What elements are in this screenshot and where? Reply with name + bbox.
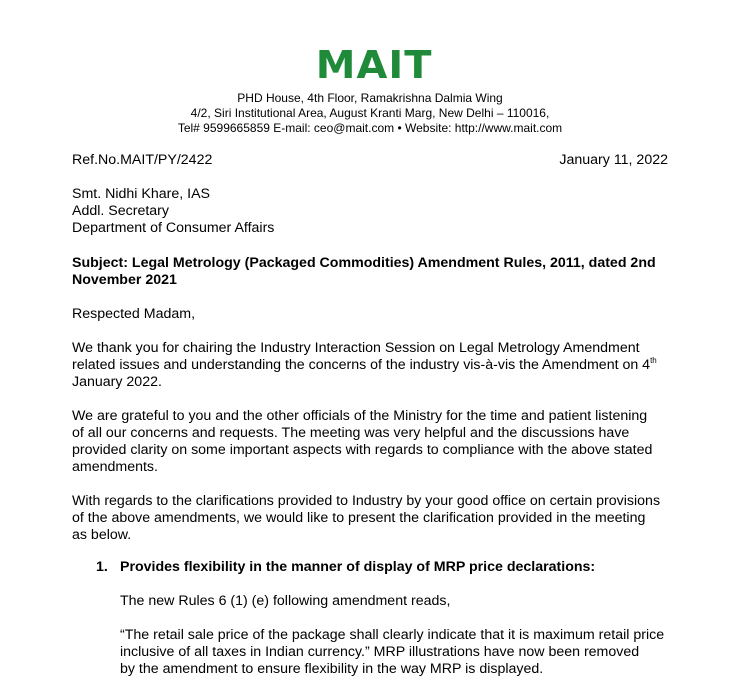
address-line-1: PHD House, 4th Floor, Ramakrishna Dalmia Wing bbox=[237, 91, 503, 105]
mait-logo bbox=[315, 43, 433, 87]
para2-line4: amendments. bbox=[72, 459, 158, 475]
para1-line2-sup: th bbox=[650, 356, 657, 365]
para3-line1: With regards to the clarifications provided to Industry by your good office on certain provisions bbox=[72, 493, 661, 509]
recipient-name: Smt. Nidhi Khare, IAS bbox=[72, 186, 210, 202]
logo-text: MAIT bbox=[315, 43, 433, 87]
recipient-title: Addl. Secretary bbox=[72, 203, 169, 219]
para3-line2: of the above amendments, we would like to present the clarification provided in the meeting bbox=[72, 510, 646, 526]
para2-line1: We are grateful to you and the other officials of the Ministry for the time and patient listening bbox=[72, 408, 648, 424]
item1-quote-line3: by the amendment to ensure flexibility in the way MRP is displayed. bbox=[120, 661, 544, 677]
address-line-2: 4/2, Siri Institutional Area, August Kranti Marg, New Delhi – 110016, bbox=[190, 106, 550, 120]
item1-number: 1. bbox=[96, 559, 108, 575]
recipient-department: Department of Consumer Affairs bbox=[72, 220, 275, 236]
para1-line2-text: related issues and understanding the concerns of the industry vis-à-vis the Amendment on 4 bbox=[72, 357, 651, 373]
item1-quote-line1: “The retail sale price of the package shall clearly indicate that it is maximum retail price bbox=[120, 627, 665, 643]
reference-number: Ref.No.MAIT/PY/2422 bbox=[72, 152, 213, 168]
subject-line-2: November 2021 bbox=[72, 272, 177, 288]
contact-line: Tel# 9599665859 E-mail: ceo@mait.com • Website: http://www.mait.com bbox=[177, 121, 563, 135]
para2-line3: provided clarity on some important aspects with regards to compliance with the above stated bbox=[72, 442, 653, 458]
para1-line1: We thank you for chairing the Industry Interaction Session on Legal Metrology Amendment bbox=[72, 340, 640, 356]
item1-intro: The new Rules 6 (1) (e) following amendment reads, bbox=[120, 593, 451, 609]
para1-line2 bbox=[72, 357, 657, 374]
letter-date: January 11, 2022 bbox=[559, 152, 668, 168]
para2-line2: of all our concerns and requests. The meeting was very helpful and the discussions have bbox=[72, 425, 630, 441]
para1-line3: January 2022. bbox=[72, 374, 162, 390]
item1-heading: Provides flexibility in the manner of display of MRP price declarations: bbox=[120, 559, 596, 575]
subject-line-1: Subject: Legal Metrology (Packaged Commodities) Amendment Rules, 2011, dated 2nd bbox=[72, 255, 656, 271]
item1-quote-line2: inclusive of all taxes in Indian currency.” MRP illustrations have now been removed bbox=[120, 644, 640, 660]
salutation: Respected Madam, bbox=[72, 306, 196, 322]
para3-line3: as below. bbox=[72, 527, 132, 543]
